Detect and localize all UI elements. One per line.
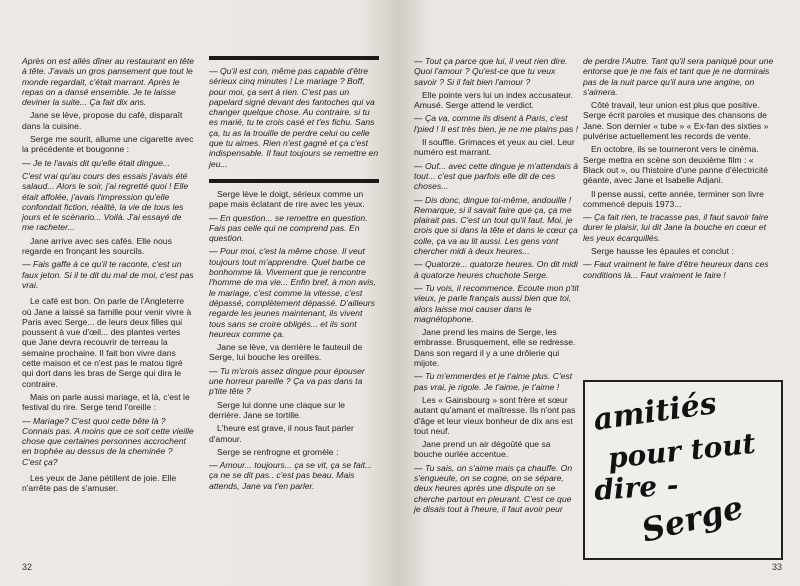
paragraph: Il souffle. Grimaces et yeux au ciel. Leur numéro est marrant. <box>414 137 575 158</box>
left-column-2-bottom <box>209 189 379 491</box>
page-number-right: 33 <box>771 562 782 572</box>
paragraph: Jane se lève, va derrière le fauteuil de Serge, lui bouche les oreilles. <box>209 342 363 363</box>
paragraph: Jane prend les mains de Serge, les embrasse. Brusquement, elle se redresse. Dans son regard il y a une drôlerie qui mijote. <box>414 327 576 369</box>
paragraph: — Dis donc, dingue toi-même, andouille ! Remarque, si il savait faire que ça, ça me plairait pas. C'est un tout qu'il faut. Moi, je crois que si dans la tête et dans le cœur ça colle, ça va au lit aussi. Les gens vont chercher midi à deux heures... <box>414 194 578 257</box>
column-rule <box>209 179 379 183</box>
right-column-1 <box>414 56 580 517</box>
paragraph: Jane arrive avec ses cafés. Elle nous regarde en fronçant les sourcils. <box>22 235 172 257</box>
paragraph: Serge lève le doigt, sérieux comme un pape mais éclatant de rire avec les yeux. <box>209 188 365 210</box>
left-column-2-top <box>209 66 379 169</box>
paragraph: Il pense aussi, cette année, terminer son livre commencé depuis 1973... <box>583 188 764 209</box>
autograph-box <box>583 380 783 560</box>
paragraph: Serge lui donne une claque sur le derrière. Jane se tortille. <box>209 399 346 420</box>
paragraph: Serge se renfrogne et gromèle : <box>217 446 339 457</box>
left-column-1 <box>22 56 194 497</box>
autograph-line-3: dire - <box>593 468 680 507</box>
paragraph: En octobre, ils se tourneront vers le cinéma. Serge mettra en scène son deuxième film : « Black out », ou l'histoire d'une panne d'électricité géante, avec Jane et Isabelle Adjani. <box>583 144 769 186</box>
autograph-signature: Serge <box>637 487 747 550</box>
paragraph: Le café est bon. On parle de l'Angleterre où Jane a laissé sa famille pour venir vivre à Paris avec Serge... de leurs deux filles qui poussent à vue d'œil... des plantes vertes que Jane devra recouvrir de terreau la semaine prochaine. Il fait bon vivre dans cette maison et ce n'est pas le matou tigré qui dort dans les bras de Serge qui dira le contraire. <box>22 296 192 389</box>
paragraph: — Ça fait rien, te tracasse pas, il faut savoir faire durer le plaisir, lui dit Jane la bouche en cœur et les yeux écarquillés. <box>583 212 769 243</box>
paragraph: Les « Gainsbourg » sont frère et sœur autant qu'amant et maîtresse. Ils n'ont pas d'âge et leur vieux bonheur de dix ans est tout neuf. <box>414 394 576 436</box>
autograph-line-1: amitiés <box>591 386 719 438</box>
column-rule <box>209 56 379 60</box>
paragraph: — Faut vraiment le faire d'être heureux dans ces conditions là... Faut vraiment le faire ! <box>583 259 769 280</box>
paragraph: — Tu vois, il recommence. Ecoute mon p'tit vieux, je parle français aussi bien que toi, alors laisse moi causer dans le magnétophone. <box>414 282 579 324</box>
paragraph: — En question... se remettre en question. Fais pas celle qui ne comprend pas. En question. <box>209 212 368 244</box>
paragraph: — Fais gaffe à ce qu'il te raconte, c'est un faux jeton. Si il te dit du mal de moi, c'est pas vrai. <box>22 259 194 290</box>
paragraph: Mais on parle aussi mariage, et là, c'est le festival du rire. Serge tend l'oreille : <box>22 391 190 413</box>
paragraph: Serge hausse les épaules et conclut : <box>591 246 734 257</box>
paragraph: — Tu sais, on s'aime mais ça chauffe. On s'engueule, on se cogne, on se sépare, deux heures après une dispute on se cherche partout en pleurant. C'est ce que je disais tout à l'heure, il faut avoir peur <box>414 462 573 514</box>
paragraph: Serge me sourit, allume une cigarette avec la précédente et bougonne : <box>22 134 194 155</box>
paragraph: Jane se lève, propose du café, disparaît dans la cuisine. <box>22 110 183 131</box>
paragraph: — Tu m'emmerdes et je t'aime plus. C'est pas vrai, je rigole. Je t'aime, je t'aime ! <box>414 371 573 392</box>
paragraph: — Tout ça parce que lui, il veut rien dire. Quoi l'amour ? Qu'est-ce que tu veux savoir ? Si il fait bien l'amour ? <box>414 56 568 87</box>
paragraph: de perdre l'Autre. Tant qu'il sera paniqué pour une entorse que je me fais et tant que je ne dormirais pas de la nuit parce qu'il aura une angine, on s'aimera. <box>583 56 774 97</box>
left-page <box>0 0 398 586</box>
paragraph: Après on est allés dîner au restaurant en tête à tête. J'avais un gros pansement que tout le monde regardait, c'était marrant. Après le repas on a dansé ensemble. Je te laisse deviner la suite... Ça fait dix ans. <box>22 56 194 108</box>
paragraph: — Tu m'crois assez dingue pour épouser une horreur pareille ? Ça va pas dans ta p'tite tête ? <box>209 365 365 397</box>
paragraph: Jane prend un air dégoûté que sa bouche ourlée accentue. <box>414 439 551 460</box>
paragraph: Elle pointe vers lui un index accusateur. Amusé. Serge attend le verdict. <box>414 89 573 111</box>
paragraph: — Je te l'avais dit qu'elle était dingue... <box>22 157 171 168</box>
paragraph: Côté travail, leur union est plus que positive. Serge écrit paroles et musique des chansons de Jane. Son dernier « tube » « Ex-fan des sixties » pulvérise actuellement les records de vente. <box>583 100 769 142</box>
page-number-left: 32 <box>22 562 33 572</box>
paragraph: — Amour... toujours... ça se vit, ça se fait... ça ne se dit pas.. c'est pas beau. Mais attends, Jane va t'en parler. <box>209 460 373 491</box>
paragraph: — Mariage? C'est quoi cette bête là ? Connais pas. A moins que ce soit cette vieille chose que certaines personnes accrochent en trophée au dessus de la cheminée ? C'est ça? <box>22 415 194 467</box>
paragraph: — Pour moi, c'est la même chose. Il veut toujours tout m'apprendre. Quel barbe ce bonhomme là. Vivement que je rencontre l'homme de ma vie... Enfin bref, à mon avis, le mariage, c'est comme la vitesse, c'est dépassé, complètement dépassé. D'ailleurs regarde les jeunes maintenant, ils vivent tous sans se croire obligés... et ils sont heureux comme ça. <box>209 246 376 339</box>
right-column-2 <box>583 56 775 283</box>
paragraph: — Qu'il est con, même pas capable d'être sérieux cinq minutes ! Le mariage ? Boff, pour moi, ça sert à rien. C'est pas un papelard signé devant des fantoches qui va changer quelque chose. Au contraire, si tu es marié, tu te crois casé et t'es fichu. Sans ça, tu as la trouille de perdre celui ou celle que tu aimes. Rien n'est gagné et ça c'est indispensable. Il faut toujours se remettre en jeu... <box>209 66 379 169</box>
paragraph: — Ça va, comme ils disent à Paris, c'est l'pied ! Il est très bien, je ne me plains pas ! <box>414 113 579 134</box>
paragraph: — Ouf... avec cette dingue je m'attendais à tout... c'est que parfois elle dit de ces choses... <box>414 160 579 192</box>
paragraph: C'est vrai qu'au cours des essais j'avais été salaud... Alors le soir, j'ai regretté quoi ! Elle était affolée, j'avais l'impression qu'elle confondait fiction, réalité, la vie de tous les jours et le scénario... Voilà. J'ai essayé de me racheter... <box>22 170 189 233</box>
handwritten-autograph <box>585 382 781 558</box>
left-column-2 <box>209 56 379 494</box>
paragraph: Les yeux de Jane pétillent de joie. Elle n'arrête pas de s'amuser. <box>22 472 177 494</box>
paragraph: L'heure est grave, il nous faut parler d'amour. <box>209 423 354 444</box>
autograph-line-2: pour tout <box>606 426 757 475</box>
paragraph: — Quatorze... quatorze heures. On dit midi à quatorze heures chuchote Serge. <box>414 259 578 280</box>
